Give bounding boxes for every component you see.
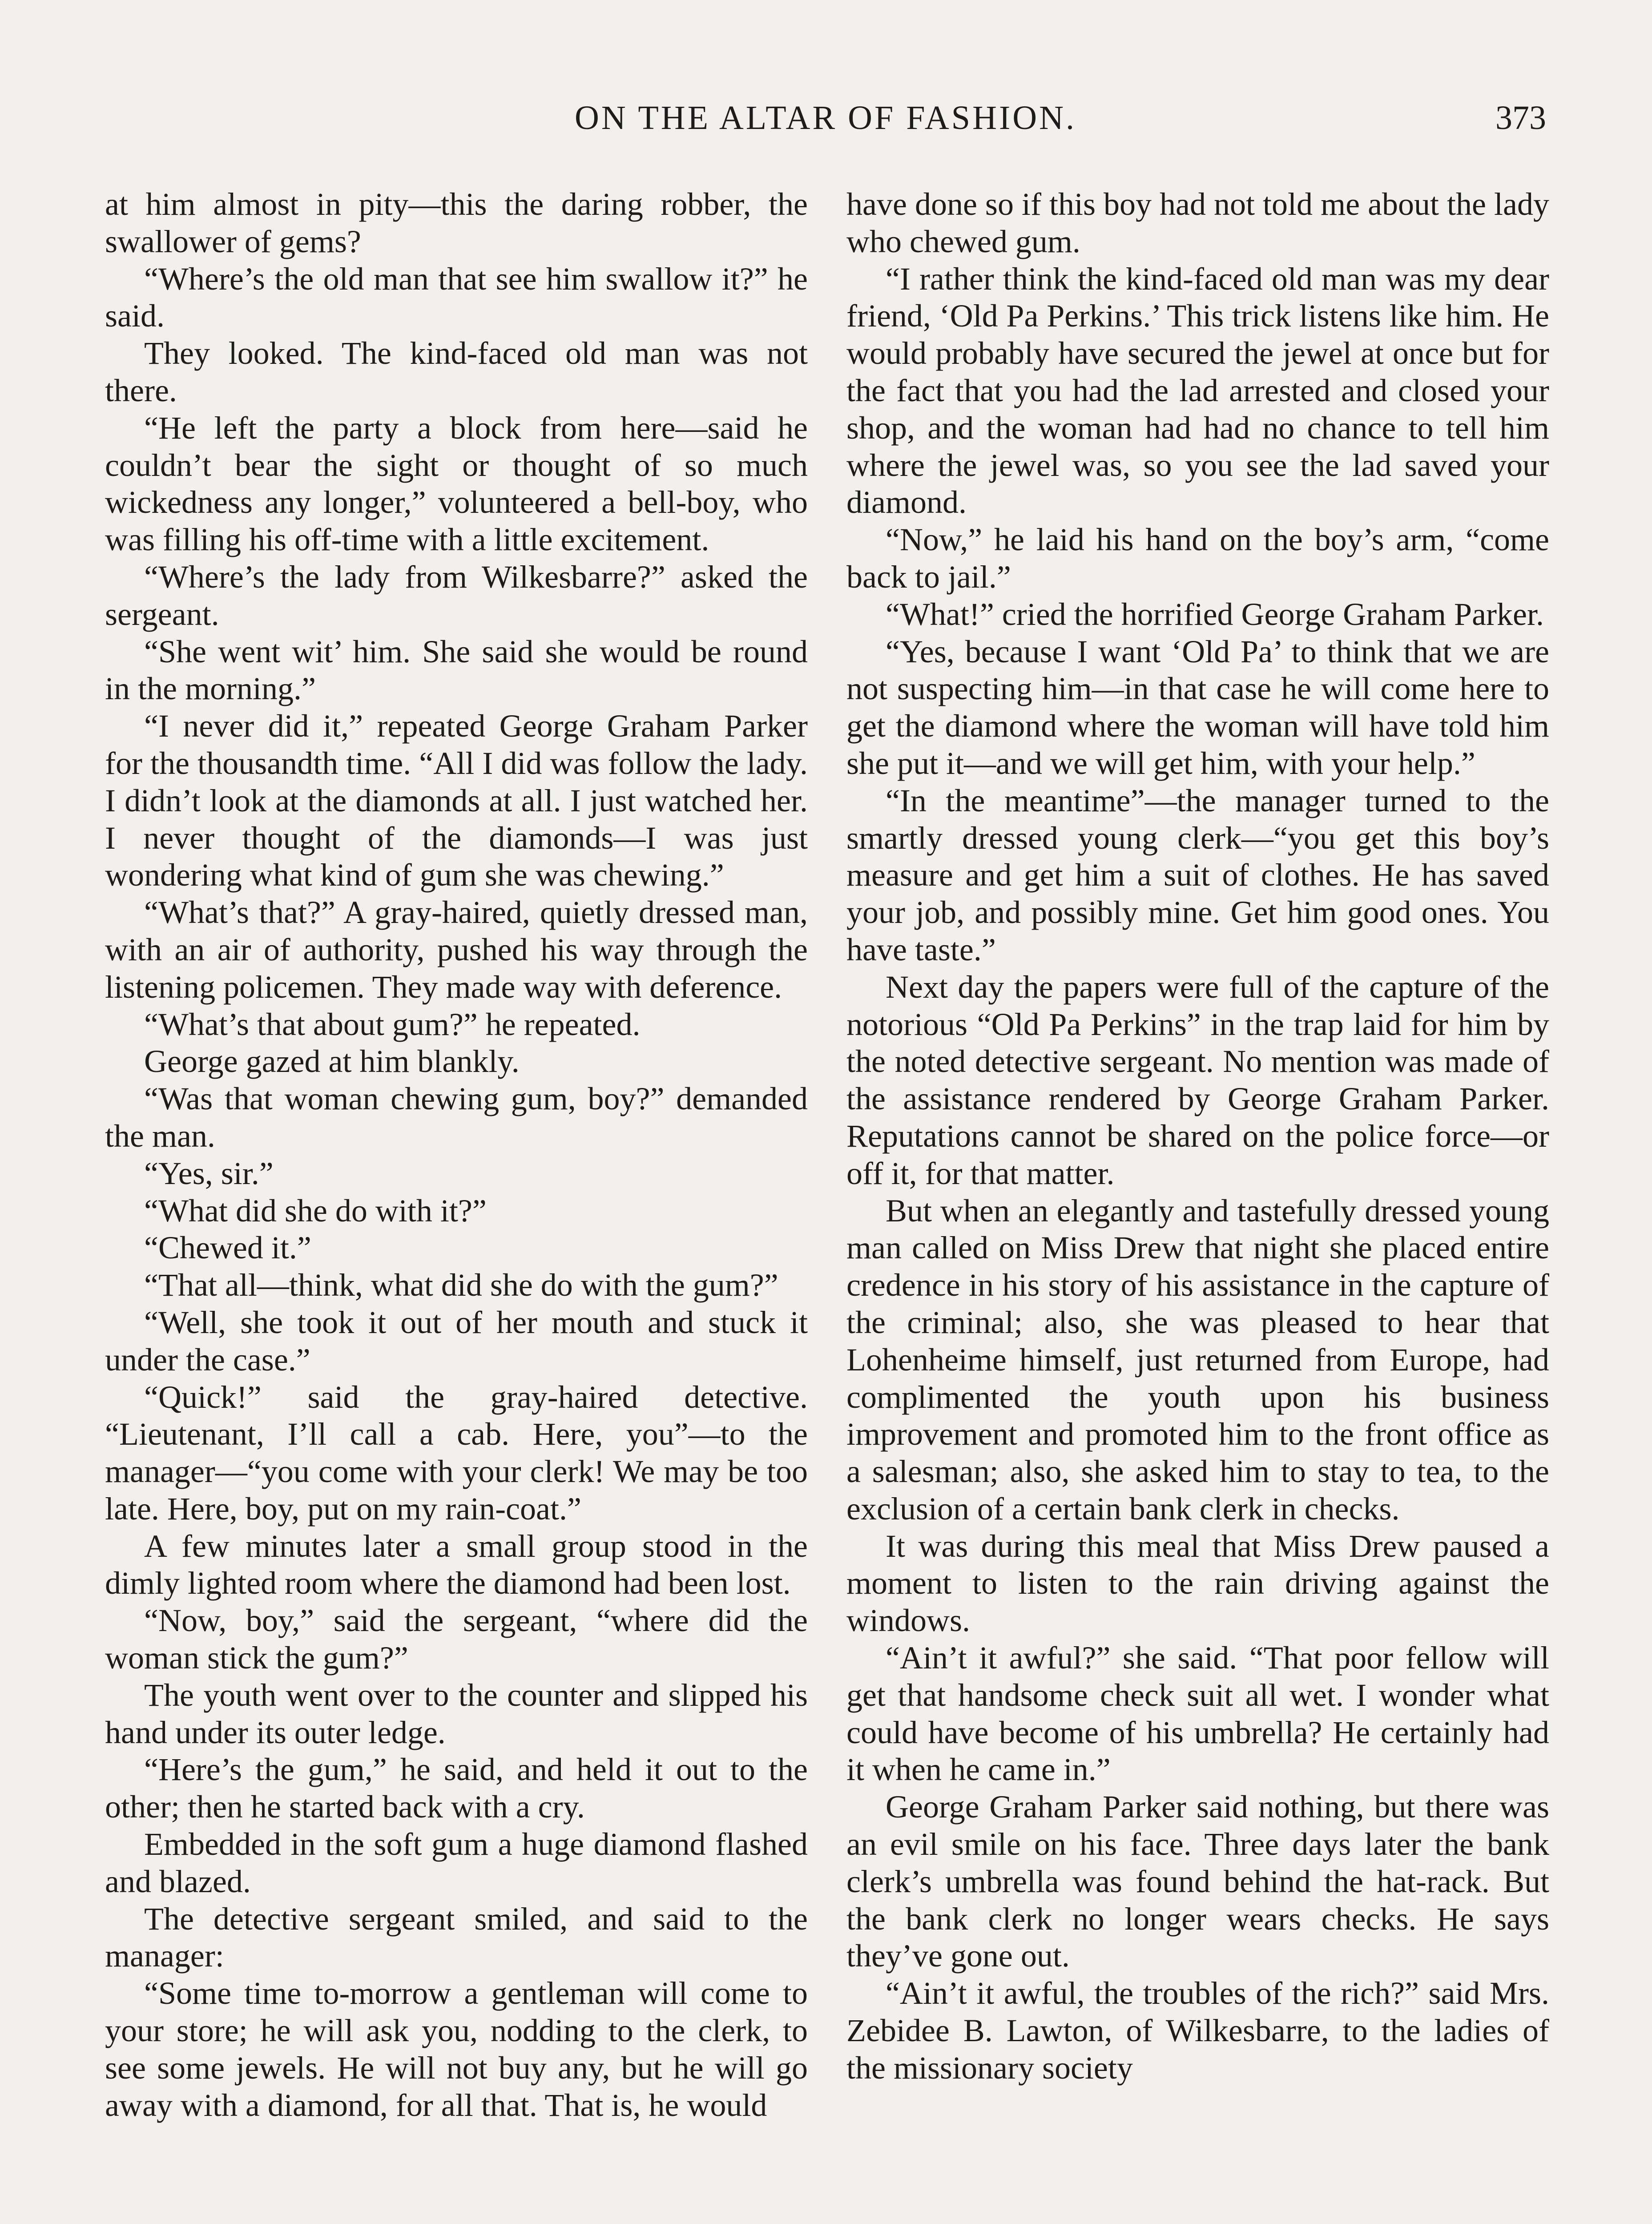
paragraph: “Where’s the old man that see him swallow it?” he said.	[105, 261, 808, 334]
paragraph: A few minutes later a small group stood in the dimly lighted room where the diamond had been lost.	[105, 1528, 808, 1601]
paragraph: It was during this meal that Miss Drew paused a moment to listen to the rain driving against the windows.	[846, 1528, 1549, 1639]
paragraph: “Well, she took it out of her mouth and stuck it under the case.”	[105, 1304, 808, 1378]
paragraph: “I rather think the kind-faced old man was my dear friend, ‘Old Pa Perkins.’ This trick listens like him. He would probably have secured the jewel at once but for the fact that you had the lad arrested and closed your shop, and the woman had had no chance to tell him where the jewel was, so you see the lad saved your diamond.	[846, 261, 1549, 520]
paragraph: “Ain’t it awful?” she said. “That poor fellow will get that handsome check suit all wet. I wonder what could have become of his umbrella? He certainly had it when he came in.”	[846, 1640, 1549, 1788]
paragraph: “Now, boy,” said the sergeant, “where did the woman stick the gum?”	[105, 1603, 808, 1676]
paragraph: “Yes, sir.”	[144, 1155, 274, 1191]
paragraph: Next day the papers were full of the capture of the notorious “Old Pa Perkins” in the trap laid for him by the noted detective sergeant. No mention was made of the assistance rendered by George Graham Parker. Reputations cannot be shared on the police force—or off it, for that matter.	[846, 969, 1549, 1191]
paragraph: But when an elegantly and tastefully dressed young man called on Miss Drew that night she placed entire credence in his story of his assistance in the capture of the criminal; also, she was pleased to hear that Lohenheime himself, just returned from Europe, had complimented the youth upon his business improvement and promoted him to the front office as a salesman; also, she asked him to stay to tea, to the exclusion of a certain bank clerk in checks.	[846, 1193, 1549, 1527]
paragraph: The youth went over to the counter and slipped his hand under its outer ledge.	[105, 1677, 808, 1750]
running-title: ON THE ALTAR OF FASHION.	[574, 99, 1077, 137]
paragraph: “She went wit’ him. She said she would be round in the morning.”	[105, 633, 808, 707]
paragraph: George Graham Parker said nothing, but there was an evil smile on his face. Three days later the bank clerk’s umbrella was found behind the hat-rack. But the bank clerk no longer wears checks. He says they’ve gone out.	[846, 1789, 1549, 1974]
paragraph: “What’s that about gum?” he repeated.	[144, 1006, 641, 1042]
paragraph: “Some time to-morrow a gentleman will come to your store; he will ask you, nodding to the clerk, to see some jewels. He will not buy any, but he will go away with a diamond, for all that. That is, he would	[105, 1975, 808, 2123]
paragraph: “Here’s the gum,” he said, and held it out to the other; then he started back with a cry.	[105, 1752, 808, 1825]
page-number: 373	[1495, 99, 1546, 137]
paragraph: “Chewed it.”	[144, 1230, 311, 1266]
paragraph: have done so if this boy had not told me about the lady who chewed gum.	[846, 186, 1549, 259]
paragraph: Embedded in the soft gum a huge diamond flashed and blazed.	[105, 1826, 808, 1899]
paragraph: “In the meantime”—the manager turned to the smartly dressed young clerk—“you get this boy’s measure and get him a suit of clothes. He has saved your job, and possibly mine. Get him good ones. You have taste.”	[846, 782, 1549, 967]
paragraph: “Was that woman chewing gum, boy?” demanded the man.	[105, 1081, 808, 1154]
paragraph: “That all—think, what did she do with the gum?”	[144, 1267, 778, 1303]
left-text-column	[105, 186, 808, 2224]
paragraph: “What did she do with it?”	[144, 1193, 487, 1229]
page-header	[105, 96, 1546, 149]
paragraph: “I never did it,” repeated George Graham Parker for the thousandth time. “All I did was follow the lady. I didn’t look at the diamonds at all. I just watched her. I never thought of the diamonds—I was just wondering what kind of gum she was chewing.”	[105, 708, 808, 893]
paragraph: “Now,” he laid his hand on the boy’s arm, “come back to jail.”	[846, 522, 1549, 595]
right-text-column	[846, 186, 1549, 2224]
paragraph: They looked. The kind-faced old man was not there.	[105, 335, 808, 408]
paragraph: “What’s that?” A gray-haired, quietly dressed man, with an air of authority, pushed his way through the listening policemen. They made way with deference.	[105, 894, 808, 1005]
paragraph: “Quick!” said the gray-haired detective. “Lieutenant, I’ll call a cab. Here, you”—to the manager—“you come with your clerk! We may be too late. Here, boy, put on my rain-coat.”	[105, 1379, 808, 1527]
paragraph: “What!” cried the horrified George Graham Parker.	[886, 596, 1544, 632]
paragraph: The detective sergeant smiled, and said to the manager:	[105, 1901, 808, 1974]
paragraph: at him almost in pity—this the daring robber, the swallower of gems?	[105, 186, 808, 259]
paragraph: “He left the party a block from here—said he couldn’t bear the sight or thought of so much wickedness any longer,” volunteered a bell-boy, who was filling his off-time with a little excitement.	[105, 410, 808, 558]
paragraph: George gazed at him blankly.	[144, 1044, 520, 1080]
paragraph: “Ain’t it awful, the troubles of the rich?” said Mrs. Zebidee B. Lawton, of Wilkesbarre, to the ladies of the missionary society	[846, 1975, 1549, 2086]
paragraph: “Yes, because I want ‘Old Pa’ to think that we are not suspecting him—in that case he will come here to get the diamond where the woman will have told him she put it—and we will get him, with your help.”	[846, 633, 1549, 781]
paragraph: “Where’s the lady from Wilkesbarre?” asked the sergeant.	[105, 559, 808, 632]
